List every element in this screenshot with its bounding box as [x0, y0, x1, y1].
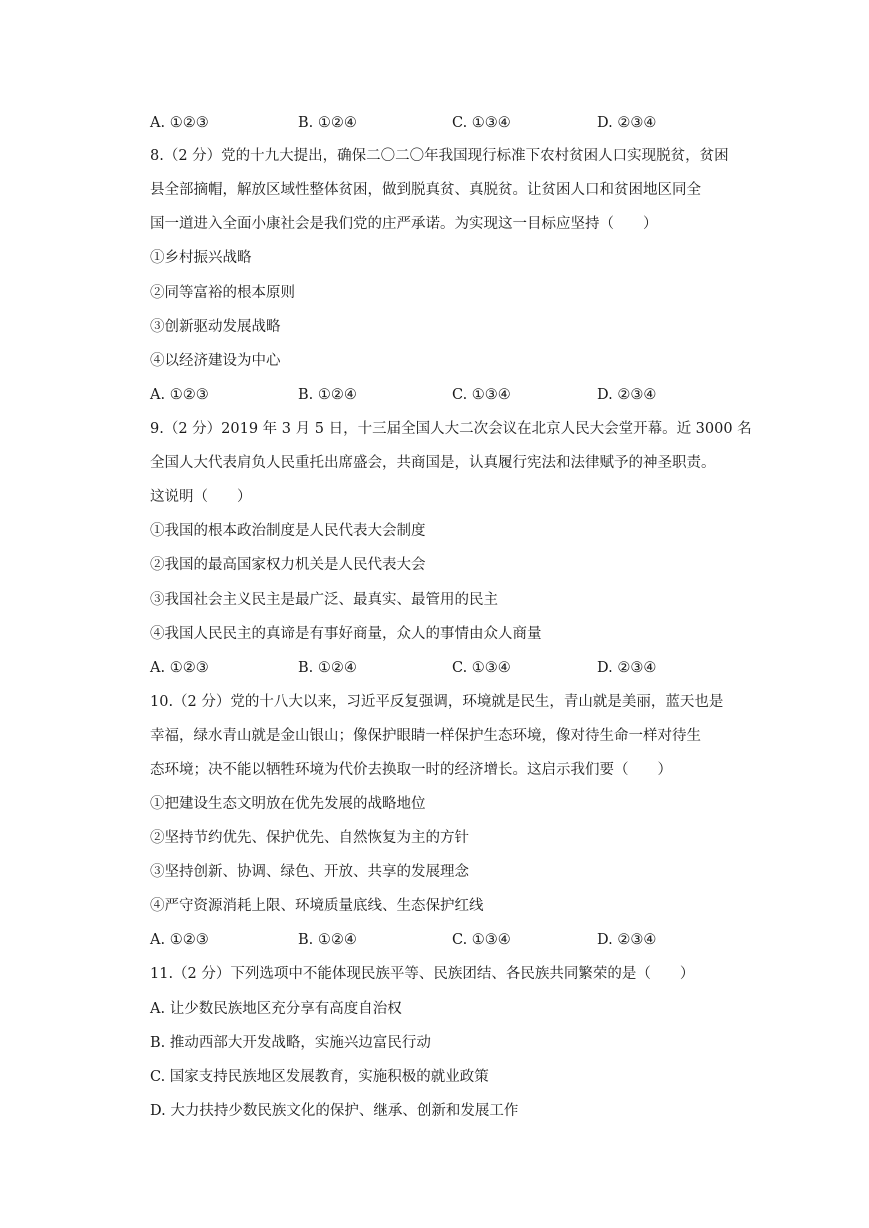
q8-stem-line: 8.（2 分）党的十九大提出，确保二〇二〇年我国现行标准下农村贫困人口实现脱贫，贫困 [150, 148, 729, 164]
q10-option-d[interactable]: D. ②③④ [597, 932, 657, 948]
q9-stem-line: 9.（2 分）2019 年 3 月 5 日，十三届全国人大二次会议在北京人民大会堂开幕。近 3000 名 [150, 421, 752, 437]
q9-item: ①我国的根本政治制度是人民代表大会制度 [150, 523, 426, 539]
q8-option-a[interactable]: A. ①②③ [150, 387, 209, 403]
q9-item: ④我国人民民主的真谛是有事好商量，众人的事情由众人商量 [150, 626, 542, 642]
q9-option-b[interactable]: B. ①②④ [298, 660, 357, 676]
q10-option-b[interactable]: B. ①②④ [298, 932, 357, 948]
q7-option-c[interactable]: C. ①③④ [452, 115, 511, 131]
q8-option-c[interactable]: C. ①③④ [452, 387, 511, 403]
q8-option-b[interactable]: B. ①②④ [298, 387, 357, 403]
q10-stem-line: 幸福，绿水青山就是金山银山；像保护眼睛一样保护生态环境，像对待生命一样对待生 [150, 728, 701, 744]
q8-item: ①乡村振兴战略 [150, 250, 252, 266]
q10-item: ④严守资源消耗上限、环境质量底线、生态保护红线 [150, 898, 484, 914]
q9-item: ②我国的最高国家权力机关是人民代表大会 [150, 557, 426, 573]
q9-stem-line: 全国人大代表肩负人民重托出席盛会，共商国是，认真履行宪法和法律赋予的神圣职责。 [150, 455, 716, 471]
q11-stem-line: 11.（2 分）下列选项中不能体现民族平等、民族团结、各民族共同繁荣的是（ ） [150, 966, 695, 982]
q8-item: ④以经济建设为中心 [150, 353, 281, 369]
q11-option-a[interactable]: A. 让少数民族地区充分享有高度自治权 [150, 1001, 402, 1017]
q10-stem-line: 10.（2 分）党的十八大以来，习近平反复强调，环境就是民生，青山就是美丽，蓝天也是 [150, 694, 724, 710]
q8-item: ③创新驱动发展战略 [150, 319, 281, 335]
q7-option-a[interactable]: A. ①②③ [150, 115, 209, 131]
q8-option-d[interactable]: D. ②③④ [597, 387, 657, 403]
q9-stem-line: 这说明（ ） [150, 489, 252, 505]
q10-item: ③坚持创新、协调、绿色、开放、共享的发展理念 [150, 864, 469, 880]
q10-item: ②坚持节约优先、保护优先、自然恢复为主的方针 [150, 830, 469, 846]
q8-stem-line: 县全部摘帽，解放区域性整体贫困，做到脱真贫、真脱贫。让贫困人口和贫困地区同全 [150, 182, 701, 198]
q9-option-c[interactable]: C. ①③④ [452, 660, 511, 676]
q10-stem-line: 态环境；决不能以牺牲环境为代价去换取一时的经济增长。这启示我们要（ ） [150, 762, 672, 778]
q7-option-d[interactable]: D. ②③④ [597, 115, 657, 131]
q9-item: ③我国社会主义民主是最广泛、最真实、最管用的民主 [150, 592, 498, 608]
q11-option-b[interactable]: B. 推动西部大开发战略，实施兴边富民行动 [150, 1035, 431, 1051]
q9-option-a[interactable]: A. ①②③ [150, 660, 209, 676]
q7-option-b[interactable]: B. ①②④ [298, 115, 357, 131]
q10-option-c[interactable]: C. ①③④ [452, 932, 511, 948]
q9-option-d[interactable]: D. ②③④ [597, 660, 657, 676]
q10-option-a[interactable]: A. ①②③ [150, 932, 209, 948]
q11-option-c[interactable]: C. 国家支持民族地区发展教育，实施积极的就业政策 [150, 1069, 489, 1085]
q11-option-d[interactable]: D. 大力扶持少数民族文化的保护、继承、创新和发展工作 [150, 1103, 519, 1119]
q8-stem-line: 国一道进入全面小康社会是我们党的庄严承诺。为实现这一目标应坚持（ ） [150, 216, 658, 232]
q8-item: ②同等富裕的根本原则 [150, 285, 295, 301]
q10-item: ①把建设生态文明放在优先发展的战略地位 [150, 796, 426, 812]
